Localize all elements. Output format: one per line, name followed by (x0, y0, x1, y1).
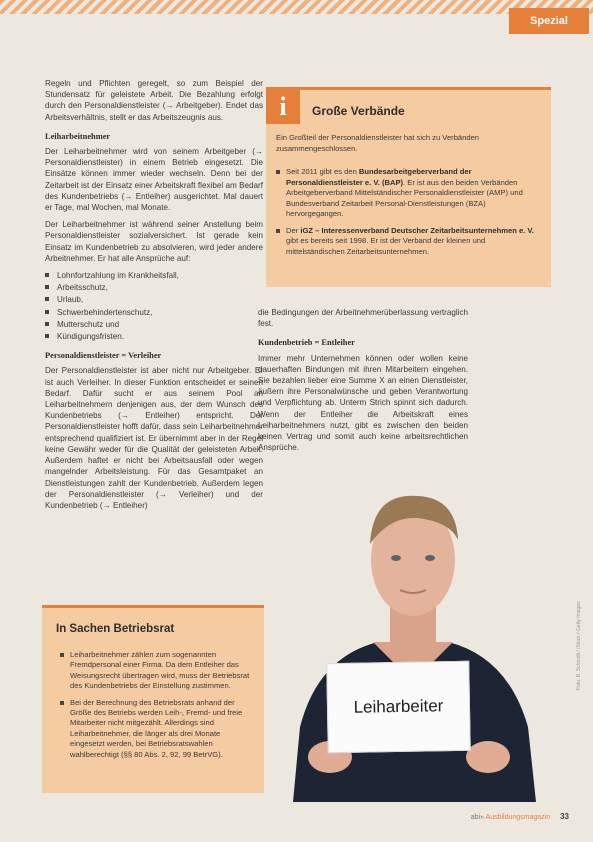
info-box-title: Große Verbände (312, 104, 405, 118)
continued-paragraph: die Bedingungen der Arbeitnehmerüberlassung vertraglich fest. (258, 308, 468, 329)
section-tab (509, 8, 589, 34)
item-text: . Er ist aus den beiden Verbänden Arbeitgeberverband Mittelständischer Personaldienstleister (AMP) und Bundesverband Zeitarbeit Personal-Dienstleistungen (BZA) hervorgegangen. (286, 177, 523, 218)
page-number: 33 (560, 812, 569, 821)
info-icon (266, 90, 300, 124)
person-photo (278, 482, 548, 802)
sign-card (326, 661, 471, 753)
betriebsrat-list (60, 650, 256, 766)
page-footer (471, 812, 569, 821)
list-item (276, 167, 538, 220)
heading-personaldienstleister: Personaldienstleister = Verleiher (45, 351, 162, 361)
list-item: Lohnfortzahlung im Krankheitsfall, (45, 270, 263, 281)
left-column (45, 78, 263, 517)
list-item: Bei der Berechnung des Betriebsrats anhand der Größe des Betriebs werden Leih-, Fremd- und freie Mitarbeiter nicht mitgezählt. Allerdings sind Leiharbeitnehmer, die länger als drei Monate eingesetzt werden, bei Betriebsratswahlen wahlberechtigt (§§ 80 Abs. 2, 92, 99 BetrVG). (60, 698, 256, 760)
item-bold-text: Bundesarbeitgeberverband der Personaldienstleister e. V. (BAP) (286, 167, 472, 187)
paragraph-kundenbetrieb: Immer mehr Unternehmen können oder wollen keine dauerhaften Bindungen mit ihren Mitarbeitern eingehen. Sie bezahlen lieber eine Summe X an einen Dienstleister, äußern ihre Personalwünsche und geben Verantwortung und Verpflichtung ab. Unterm Strich spinnt sich dadurch. Wenn der Entleiher die Arbeitskraft eines Leiharbeitnehmers nutzt, gibt es zwischen den beiden keinen Vertrag und somit auch keine arbeitsrechtlichen Ansprüche. (258, 353, 468, 453)
list-item: Mutterschutz und (45, 319, 263, 330)
info-box-verbaende (266, 87, 551, 287)
item-text: Der (286, 225, 301, 235)
item-text: Seit 2011 gibt es den (286, 167, 359, 176)
heading-kundenbetrieb: Kundenbetrieb = Entleiher (258, 338, 355, 348)
info-icon-letter: i (279, 92, 287, 121)
rights-list (45, 270, 263, 342)
list-item (276, 226, 538, 258)
footer-magazine: Ausbildungsmagazin (485, 814, 551, 821)
intro-paragraph: Regeln und Pflichten geregelt, so zum Beispiel der Stundensatz für geleistete Arbeit. Die Bezahlung erfolgt durch den Personaldienstleister (→ Arbeitgeber). Endet das Arbeitsverhältnis, stellt er das Arbeitszeugnis aus. (45, 79, 263, 122)
sign-text: Leiharbeiter (353, 696, 444, 717)
list-item: Schwerbehindertenschutz, (45, 307, 263, 318)
paragraph-leiharbeitnehmer-2: Der Leiharbeitnehmer ist während seiner Anstellung beim Personaldienstleister sozialversichert. Ist gerade kein Einsatz im Kundenbetrieb zu absolvieren, wird jeder andere Arbeitnehmer. Er hat alle Ansprüche auf: (45, 220, 263, 263)
section-tab-label: Spezial (530, 15, 568, 27)
list-item: Leiharbeitnehmer zählen zum sogenannten Fremdpersonal einer Firma. Da dem Entleiher das Weisungsrecht übertragen wird, muss der Betriebsrat des Kundenbetriebs der Einstellung zustimmen. (60, 650, 256, 692)
info-box-list (276, 167, 538, 263)
paragraph-personaldienstleister: Der Personaldienstleister ist aber nicht nur Arbeitgeber. Er ist auch Verleiher. In dieser Funktion entscheidet er seinen Bedarf. Dafür sucht er aus seinem Pool an Leiharbeitnehmern denjenigen aus, der dem Wunsch des Kundenbetriebs (→ Entleiher) entspricht. Der Personaldienstleister hofft dafür, dass sein Leiharbeitnehmer entsprechend qualifiziert ist. Er übernimmt aber in der Regel keine Gewähr weder für die Qualität der geleisteten Arbeit. Außerdem haftet er nicht bei Arbeitsausfall oder wegen mangelnder Arbeitsleistung. Für das Gesamtpaket an Dienstleistungen zahlt der Kundenbetrieb. Außerdem legen der Personaldienstleister (→ Verleiher) und der Kundenbetrieb (→ Entleiher) (45, 366, 263, 510)
list-item: Kündigungsfristen. (45, 331, 263, 342)
photo-credit: Foto: B. Schmidt / iStock / Getty Images (576, 601, 582, 690)
betriebsrat-title: In Sachen Betriebsrat (56, 623, 175, 635)
list-item: Urlaub, (45, 294, 263, 305)
item-text: gibt es bereits seit 1998. Er ist der Verband der kleinen und mittelständischen Zeitarbeitsunternehmen. (286, 236, 486, 256)
heading-leiharbeitnehmer: Leiharbeitnehmer (45, 131, 111, 141)
right-column (258, 307, 468, 459)
info-box-betriebsrat (42, 605, 264, 793)
list-item: Arbeitsschutz, (45, 282, 263, 293)
info-box-intro: Ein Großteil der Personaldienstleister hat sich zu Verbänden zusammengeschlossen. (276, 133, 480, 153)
item-bold-text: iGZ – Interessenverband Deutscher Zeitarbeitsunternehmen e. V. (300, 225, 534, 235)
paragraph-leiharbeitnehmer-1: Der Leiharbeitnehmer wird von seinem Arbeitgeber (→ Personaldienstleister) in einem Betrieb eingesetzt. Die Einsätze können immer wieder wechseln. Denn bei der Zeitarbeit ist der Einsatz einer Arbeitskraft flexibel am Bedarf des Kundenbetriebs (→ Entleiher) ausgerichtet. Mal dauert er Tage, mal Wochen, mal Monate. (45, 147, 263, 213)
header-stripes (0, 0, 593, 14)
footer-prefix: abi» (470, 814, 484, 821)
